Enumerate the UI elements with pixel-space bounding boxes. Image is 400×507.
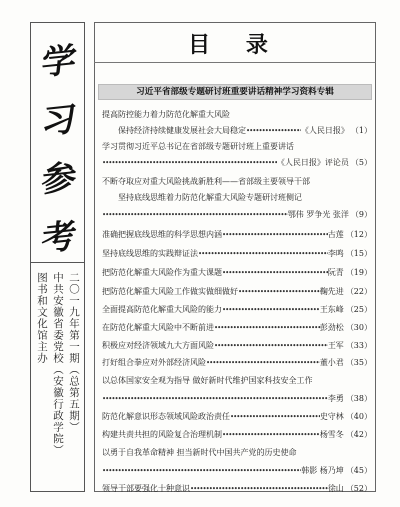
toc-entry-title: 积极应对经济领域九大方面风险 — [102, 341, 214, 350]
toc-entry[interactable] — [102, 394, 372, 404]
toc-entry-source: 徐山 — [327, 484, 344, 493]
toc-entry-source: 杨雪冬 — [319, 430, 344, 439]
toc-leader-dots — [198, 249, 328, 259]
publisher-info — [36, 272, 80, 486]
toc-entry-page: （35） — [345, 358, 372, 367]
toc-entry[interactable] — [102, 358, 372, 368]
toc-entry-title: 防范化解意识形态领域风险政治责任 — [102, 412, 230, 421]
toc-entry-source: 阮青 — [327, 268, 344, 277]
toc-leader-dots — [102, 466, 301, 476]
toc-entry-page: （52） — [345, 484, 372, 493]
toc-entry-title: 打好组合拳应对外部经济风险 — [102, 358, 206, 367]
toc-leader-dots — [102, 394, 328, 404]
toc-leader-dots — [238, 287, 320, 297]
toc-entry-title: 以勇于自我革命精神 担当新时代中国共产党的历史使命 — [102, 448, 297, 457]
left-column-divider — [30, 262, 85, 263]
toc-entry[interactable] — [102, 230, 372, 240]
masthead-char: 参 — [39, 157, 76, 201]
issue-line: 二〇一九年第一期（总第五期） — [68, 272, 80, 433]
toc-entry[interactable] — [102, 466, 372, 476]
toc-entry-title: 提高防控能力着力防范化解重大风险 — [102, 110, 230, 119]
masthead-char: 学 — [39, 40, 76, 84]
toc-entry[interactable] — [102, 341, 372, 351]
toc-entry-page: （30） — [345, 323, 372, 332]
toc-leader-dots — [214, 323, 320, 333]
toc-entry[interactable] — [102, 142, 372, 152]
toc-entry-source: 鞠先进 — [319, 287, 344, 296]
toc-entry-source: 李鸣 — [327, 249, 344, 258]
toc-entry-page: （40） — [345, 412, 372, 421]
toc-entry-source: 李勇 — [327, 394, 344, 403]
toc-entry-title: 坚持底线思维着力防范化解重大风险专题研讨班侧记 — [118, 193, 302, 202]
toc-entry[interactable] — [102, 323, 372, 333]
toc-entry-title: 准确把握底线思维的科学思想内涵 — [102, 230, 222, 239]
toc-entry-page: （12） — [345, 230, 372, 239]
toc-leader-dots — [102, 210, 288, 220]
toc-entry[interactable] — [102, 448, 372, 458]
toc-entry-title: 把防范化解重大风险工作做实做细做好 — [102, 287, 238, 296]
toc-entry-page: （22） — [345, 287, 372, 296]
toc-entry[interactable] — [102, 430, 372, 440]
toc-entry[interactable] — [118, 126, 372, 136]
masthead-calligraphy — [35, 40, 80, 260]
toc-entry-source: 《人民日报》评论员 — [276, 158, 349, 167]
toc-entry-page: （45） — [345, 466, 372, 475]
toc-entry-title: 领导干部要强化十种意识 — [102, 484, 190, 493]
toc-entry-page: （9） — [350, 210, 372, 219]
toc-entry[interactable] — [102, 177, 372, 187]
toc-entry-page: （38） — [345, 394, 372, 403]
toc-entry-title: 构建共责共担的风险复合治理机制 — [102, 430, 222, 439]
toc-leader-dots — [246, 126, 301, 136]
toc-entry-source: 《人民日报》 — [300, 126, 349, 135]
toc-entry-source: 鄂伟 罗争光 张洋 — [287, 210, 349, 219]
toc-entry-title: 全面提高防范化解重大风险的能力 — [102, 305, 222, 314]
masthead-char: 习 — [39, 99, 76, 143]
toc-entry-title: 以总体国家安全观为指导 做好新时代维护国家科技安全工作 — [102, 376, 313, 385]
toc-leader-dots — [222, 305, 320, 315]
toc-entry[interactable] — [102, 210, 372, 220]
toc-entry-page: （1） — [350, 126, 372, 135]
toc-entry-title: 学习贯彻习近平总书记在省部级专题研讨班上重要讲话 — [102, 142, 294, 151]
toc-entry-source: 王军 — [327, 341, 344, 350]
host-line: 图书和文化馆主办 — [36, 272, 48, 364]
toc-entry-source: 韩影 杨乃坤 — [301, 466, 344, 475]
toc-entry-source: 王东峰 — [319, 305, 344, 314]
toc-entry-source: 古莲 — [327, 230, 344, 239]
toc-leader-dots — [222, 268, 328, 278]
toc-entry[interactable] — [102, 158, 372, 168]
toc-leader-dots — [214, 341, 328, 351]
toc-entry[interactable] — [102, 484, 372, 494]
toc-entry[interactable] — [118, 193, 372, 203]
toc-title: 目 录 — [188, 32, 282, 58]
toc-entry-title: 在防范化解重大风险中不断前进 — [102, 323, 214, 332]
toc-entry-title: 把防范化解重大风险作为重大课题 — [102, 268, 222, 277]
toc-entry[interactable] — [102, 412, 372, 422]
toc-entry-page: （33） — [345, 341, 372, 350]
toc-entry-page: （19） — [345, 268, 372, 277]
toc-title-rule — [94, 62, 376, 63]
toc-entry[interactable] — [102, 268, 372, 278]
toc-leader-dots — [102, 158, 277, 168]
toc-entry-page: （25） — [345, 305, 372, 314]
toc-leader-dots — [190, 484, 328, 494]
toc-entry-title: 坚持底线思维的实践辩证法 — [102, 249, 198, 258]
toc-entry-source: 董小君 — [319, 358, 344, 367]
toc-entry-page: （42） — [345, 430, 372, 439]
toc-banner: 习近平省部级专题研讨班重要讲话精神学习资料专辑 — [98, 84, 372, 100]
toc-entry-page: （5） — [350, 158, 372, 167]
toc-leader-dots — [222, 230, 328, 240]
toc-entry-title: 不断夺取应对重大风险挑战新胜利——省部级主要领导干部 — [102, 177, 310, 186]
toc-entry-source: 彭劲松 — [319, 323, 344, 332]
toc-entry[interactable] — [102, 110, 372, 120]
toc-leader-dots — [230, 412, 320, 422]
school-line: 中共安徽省委党校（安徽行政学院） — [52, 272, 64, 456]
toc-entry[interactable] — [102, 376, 372, 386]
toc-entry[interactable] — [102, 305, 372, 315]
masthead-char: 考 — [39, 216, 76, 260]
toc-entry-title: 保持经济持续健康发展社会大局稳定 — [118, 126, 246, 135]
toc-entry-source: 史守林 — [319, 412, 344, 421]
toc-leader-dots — [222, 430, 320, 440]
toc-leader-dots — [206, 358, 320, 368]
toc-entry[interactable] — [102, 287, 372, 297]
toc-entry-page: （15） — [345, 249, 372, 258]
toc-entry[interactable] — [102, 249, 372, 259]
